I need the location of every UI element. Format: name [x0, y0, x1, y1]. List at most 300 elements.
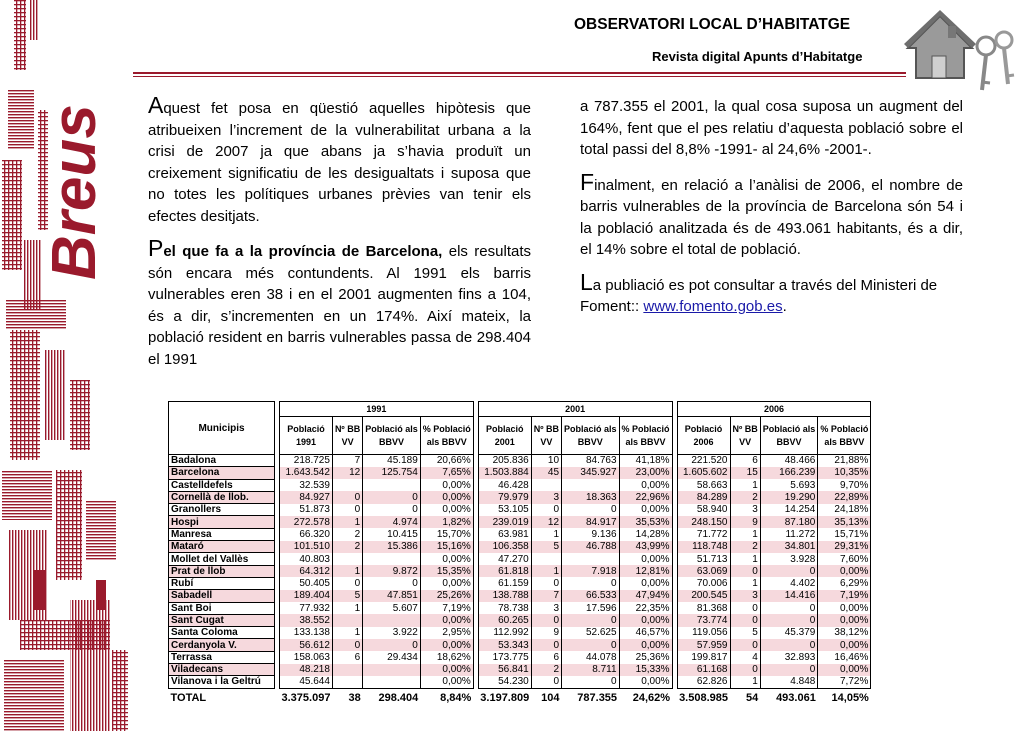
- table-cell: 106.358: [478, 541, 531, 553]
- table-cell: 84.927: [280, 491, 333, 503]
- table-cell: 0: [562, 504, 620, 516]
- total-cell: 298.404: [378, 691, 419, 704]
- table-cell: 1.605.602: [677, 467, 730, 479]
- table-cell: 71.772: [677, 528, 730, 540]
- municipality-name: Badalona: [169, 455, 275, 467]
- column-header-line: als BBVV: [426, 436, 467, 447]
- table-cell: 61.159: [478, 577, 531, 589]
- house-keys-icon: [900, 6, 1018, 98]
- column-header-line: Població: [684, 423, 723, 434]
- table-cell: 2: [531, 664, 561, 676]
- table-cell: 1: [730, 528, 760, 540]
- table-cell: 0,00%: [420, 676, 473, 688]
- table-cell: 54.230: [478, 676, 531, 688]
- table-cell: 0,00%: [420, 504, 473, 516]
- table-cell: 0,00%: [420, 614, 473, 626]
- column-header-line: BBVV: [776, 436, 802, 447]
- table-cell: [531, 553, 561, 565]
- table-cell: 0: [760, 602, 818, 614]
- table-row: [169, 541, 871, 553]
- table-cell: 4: [730, 651, 760, 663]
- table-cell: 41,18%: [619, 455, 672, 467]
- column-header-line: 2001: [494, 436, 515, 447]
- table-cell: 15,70%: [420, 528, 473, 540]
- table-cell: 22,35%: [619, 602, 672, 614]
- table-cell: [363, 553, 421, 565]
- table-cell: 58.940: [677, 504, 730, 516]
- table-cell: 61.818: [478, 565, 531, 577]
- municipality-name: Prat de llob: [169, 565, 275, 577]
- table-row: [169, 528, 871, 540]
- table-cell: 0: [730, 639, 760, 651]
- column-header-line: als BBVV: [625, 436, 666, 447]
- table-cell: 51.873: [280, 504, 333, 516]
- table-cell: 15,35%: [420, 565, 473, 577]
- total-cell: 3.197.809: [480, 691, 530, 704]
- table-cell: [332, 553, 362, 565]
- table-cell: 0: [531, 504, 561, 516]
- table-cell: 77.932: [280, 602, 333, 614]
- table-cell: 47.851: [363, 590, 421, 602]
- table-cell: [332, 614, 362, 626]
- table-cell: 3: [531, 491, 561, 503]
- column-header-line: % Població: [820, 423, 869, 434]
- table-cell: 1.503.884: [478, 467, 531, 479]
- table-cell: 1: [332, 602, 362, 614]
- municipis-header: Municipis: [169, 402, 275, 455]
- table-cell: 60.265: [478, 614, 531, 626]
- table-cell: 0: [760, 565, 818, 577]
- table-row: [169, 602, 871, 614]
- table-row: [169, 639, 871, 651]
- table-cell: 0: [730, 565, 760, 577]
- table-cell: 0: [531, 577, 561, 589]
- table-cell: 32.539: [280, 479, 333, 491]
- table-cell: 24,18%: [818, 504, 871, 516]
- paragraph-text: a 787.355 el 2001, la qual cosa suposa un augment del 164%, fent que el pes relatiu d’aquesta població sobre el total passi del 8,8% -1991- al 24,6% -2001-.: [580, 98, 963, 158]
- table-cell: 70.006: [677, 577, 730, 589]
- table-cell: [363, 614, 421, 626]
- table-cell: 35,13%: [818, 516, 871, 528]
- column-header-line: Població als: [365, 423, 418, 434]
- municipality-name: Santa Coloma: [169, 627, 275, 639]
- table-cell: 15.386: [363, 541, 421, 553]
- municipality-name: Sabadell: [169, 590, 275, 602]
- table-cell: 4.848: [760, 676, 818, 688]
- table-cell: 3: [730, 590, 760, 602]
- column-header: [332, 417, 362, 455]
- table-cell: 18,62%: [420, 651, 473, 663]
- table-cell: 3: [531, 602, 561, 614]
- table-cell: 0,00%: [619, 676, 672, 688]
- table-cell: 119.056: [677, 627, 730, 639]
- table-cell: 25,26%: [420, 590, 473, 602]
- table-cell: 1: [531, 565, 561, 577]
- table-cell: 1,82%: [420, 516, 473, 528]
- table-cell: 14,28%: [619, 528, 672, 540]
- table-cell: 10,35%: [818, 467, 871, 479]
- table-cell: 12,81%: [619, 565, 672, 577]
- table-cell: 14.416: [760, 590, 818, 602]
- total-cell: 3.508.985: [679, 691, 728, 704]
- table-cell: 25,36%: [619, 651, 672, 663]
- table-cell: 84.289: [677, 491, 730, 503]
- table-cell: 45.189: [363, 455, 421, 467]
- table-cell: 45: [531, 467, 561, 479]
- table-cell: 23,00%: [619, 467, 672, 479]
- table-cell: 48.218: [280, 664, 333, 676]
- paragraph: [580, 268, 963, 318]
- table-cell: [531, 479, 561, 491]
- table-cell: 0,00%: [619, 614, 672, 626]
- table-cell: 15,16%: [420, 541, 473, 553]
- table-cell: 8.711: [562, 664, 620, 676]
- table-cell: 3.928: [760, 553, 818, 565]
- column-header: [562, 417, 620, 455]
- table-cell: 345.927: [562, 467, 620, 479]
- left-text-column: [148, 92, 531, 382]
- column-header-line: Població: [485, 423, 524, 434]
- municipality-name: Sant Boi: [169, 602, 275, 614]
- table-cell: 22,96%: [619, 491, 672, 503]
- table-cell: 239.019: [478, 516, 531, 528]
- column-header-line: Població: [287, 423, 325, 434]
- table-cell: 87.180: [760, 516, 818, 528]
- header-title: OBSERVATORI LOCAL D’HABITATGE: [574, 16, 851, 33]
- drop-cap: A: [148, 92, 164, 118]
- table-row: [169, 553, 871, 565]
- table-row: [169, 467, 871, 479]
- table-cell: 2,95%: [420, 627, 473, 639]
- table-cell: 3.922: [363, 627, 421, 639]
- table-cell: 7,72%: [818, 676, 871, 688]
- table-cell: 1: [730, 577, 760, 589]
- table-cell: 84.763: [562, 455, 620, 467]
- table-cell: 62.826: [677, 676, 730, 688]
- year-header: 2006: [677, 402, 871, 417]
- header-subtitle: Revista digital Apunts d’Habitatge: [652, 49, 863, 64]
- table-cell: 12: [332, 467, 362, 479]
- table-cell: 1: [730, 553, 760, 565]
- table-cell: 4.974: [363, 516, 421, 528]
- table-cell: 78.738: [478, 602, 531, 614]
- table-cell: 0: [760, 664, 818, 676]
- table-cell: 0,00%: [619, 479, 672, 491]
- column-header: [280, 417, 333, 455]
- table-row: [169, 577, 871, 589]
- municipality-name: Sant Cugat: [169, 614, 275, 626]
- table-cell: 7,19%: [818, 590, 871, 602]
- table-cell: 173.775: [478, 651, 531, 663]
- table-cell: 22,89%: [818, 491, 871, 503]
- table-cell: 66.320: [280, 528, 333, 540]
- table-cell: 5: [332, 590, 362, 602]
- table-cell: 0: [531, 614, 561, 626]
- table-cell: 16,46%: [818, 651, 871, 663]
- right-text-column: [580, 96, 963, 330]
- total-cell: 3.375.097: [281, 691, 331, 704]
- table-cell: 1: [332, 565, 362, 577]
- table-cell: 0: [363, 639, 421, 651]
- table-cell: 44.078: [562, 651, 620, 663]
- table-cell: 7.918: [562, 565, 620, 577]
- column-header: [677, 417, 730, 455]
- table-cell: 0,00%: [818, 639, 871, 651]
- table-cell: 63.069: [677, 565, 730, 577]
- table-cell: 40.803: [280, 553, 333, 565]
- table-row: [169, 504, 871, 516]
- table-cell: 0,00%: [420, 479, 473, 491]
- total-cell: 14,05%: [831, 691, 869, 704]
- table-cell: 5: [730, 627, 760, 639]
- table-cell: 46.428: [478, 479, 531, 491]
- table-cell: [363, 664, 421, 676]
- table-cell: 0: [363, 577, 421, 589]
- municipality-name: Castelldefels: [169, 479, 275, 491]
- table-cell: 2: [730, 541, 760, 553]
- side-title: Breus: [40, 104, 109, 280]
- table-row: [169, 479, 871, 491]
- table-cell: 47.270: [478, 553, 531, 565]
- table-cell: 32.893: [760, 651, 818, 663]
- table-cell: 0: [760, 639, 818, 651]
- drop-cap: P: [148, 235, 164, 261]
- table-row: [169, 565, 871, 577]
- table-cell: 0,00%: [818, 565, 871, 577]
- column-header: [363, 417, 421, 455]
- table-cell: 35,53%: [619, 516, 672, 528]
- table-cell: 0: [562, 676, 620, 688]
- table-cell: 221.520: [677, 455, 730, 467]
- table-cell: 0: [730, 664, 760, 676]
- table-cell: 11.272: [760, 528, 818, 540]
- column-header: [531, 417, 561, 455]
- table-cell: 248.150: [677, 516, 730, 528]
- paragraph-text: inalment, en relació a l’anàlisi de 2006, el nombre de barris vulnerables de la província de Barcelona són 54 i la població analitzada és de 493.061 habitants, és a dir, el 14% sobre el total de població.: [580, 176, 963, 258]
- paragraph-text: els resultats són encara més contundents. Al 1991 els barris vulnerables eren 38 i en el 2001 augmenten fins a 104, és a dir, s’incrementen en un 174%. Així mateix, la població resident en barris vulnerables passa de 298.404 el 1991: [148, 243, 531, 368]
- total-cell: 38: [348, 691, 361, 704]
- table-cell: 56.612: [280, 639, 333, 651]
- table-cell: 7,60%: [818, 553, 871, 565]
- table-cell: 9: [730, 516, 760, 528]
- column-header: [730, 417, 760, 455]
- municipality-name: Mollet del Vallès: [169, 553, 275, 565]
- column-header-line: VV: [540, 436, 553, 447]
- column-header-line: 1991: [295, 436, 316, 447]
- table-cell: 6: [332, 651, 362, 663]
- table-row: [169, 651, 871, 663]
- table-cell: 0: [332, 491, 362, 503]
- municipality-name: Rubí: [169, 577, 275, 589]
- drop-cap: F: [580, 168, 595, 195]
- table-cell: 0,00%: [619, 639, 672, 651]
- table-cell: 0,00%: [818, 602, 871, 614]
- table-cell: 1: [730, 479, 760, 491]
- municipality-name: Barcelona: [169, 467, 275, 479]
- total-cell: 54: [746, 691, 759, 704]
- table-cell: 18.363: [562, 491, 620, 503]
- table-cell: 7: [332, 455, 362, 467]
- table-cell: 1.643.542: [280, 467, 333, 479]
- table-cell: 2: [332, 528, 362, 540]
- table-row: [169, 676, 871, 688]
- column-header: [619, 417, 672, 455]
- table-cell: 9.872: [363, 565, 421, 577]
- column-header-line: 2006: [693, 436, 714, 447]
- table-cell: 10: [531, 455, 561, 467]
- table-cell: 48.466: [760, 455, 818, 467]
- table-cell: 5.693: [760, 479, 818, 491]
- table-cell: 38.552: [280, 614, 333, 626]
- table-cell: 66.533: [562, 590, 620, 602]
- table-cell: [562, 553, 620, 565]
- table-cell: 6: [531, 651, 561, 663]
- table-cell: 7,19%: [420, 602, 473, 614]
- table-cell: 0: [562, 639, 620, 651]
- total-cell: 493.061: [776, 691, 816, 704]
- table-cell: 15,33%: [619, 664, 672, 676]
- table-cell: 58.663: [677, 479, 730, 491]
- year-header: 2001: [478, 402, 672, 417]
- table-cell: 47,94%: [619, 590, 672, 602]
- table-cell: 46,57%: [619, 627, 672, 639]
- column-header: [818, 417, 871, 455]
- paragraph: [148, 92, 531, 227]
- table-cell: 4.402: [760, 577, 818, 589]
- table-cell: 51.713: [677, 553, 730, 565]
- table-cell: 0: [332, 504, 362, 516]
- table-cell: 12: [531, 516, 561, 528]
- table-cell: 200.545: [677, 590, 730, 602]
- table-cell: 17.596: [562, 602, 620, 614]
- table-cell: [332, 676, 362, 688]
- table-cell: 3: [730, 504, 760, 516]
- table-cell: 272.578: [280, 516, 333, 528]
- municipality-name: Manresa: [169, 528, 275, 540]
- table-cell: 125.754: [363, 467, 421, 479]
- table-cell: 52.625: [562, 627, 620, 639]
- municipality-name: Viladecans: [169, 664, 275, 676]
- column-header-line: Nº BB: [334, 423, 361, 434]
- table-cell: 21,88%: [818, 455, 871, 467]
- table-cell: 45.644: [280, 676, 333, 688]
- table-cell: 7,65%: [420, 467, 473, 479]
- table-cell: 9.136: [562, 528, 620, 540]
- table-cell: 10.415: [363, 528, 421, 540]
- table-cell: 0,00%: [420, 577, 473, 589]
- table-cell: 5: [531, 541, 561, 553]
- table-cell: 0: [363, 491, 421, 503]
- table-cell: 0: [332, 639, 362, 651]
- column-header: [760, 417, 818, 455]
- column-header-line: VV: [341, 436, 354, 447]
- paragraph: [580, 96, 963, 161]
- table-cell: 0: [760, 614, 818, 626]
- table-cell: [332, 664, 362, 676]
- table-cell: 0: [531, 639, 561, 651]
- table-cell: [332, 479, 362, 491]
- table-cell: 189.404: [280, 590, 333, 602]
- drop-cap: L: [580, 268, 593, 295]
- column-header-line: BBVV: [378, 436, 404, 447]
- paragraph-text: a publiació es pot consultar a través del Ministeri de Foment::: [580, 276, 938, 315]
- table-cell: 218.725: [280, 455, 333, 467]
- table-cell: 0,00%: [420, 639, 473, 651]
- paragraph-text: quest fet posa en qüestió aquelles hipòtesis que atribueixen l’increment de la vulnerabilitat urbana a la crisi de 2007 ja que abans ja s’havia produït un creixement significatiu de les desigualtats i suposa que no totes les polítiques urbanes prèvies van tenir els efectes desitjats.: [148, 100, 531, 225]
- table-cell: 29,31%: [818, 541, 871, 553]
- table-cell: 61.168: [677, 664, 730, 676]
- table-cell: 53.343: [478, 639, 531, 651]
- column-header-line: Població als: [564, 423, 617, 434]
- column-header-line: % Població: [422, 423, 471, 434]
- table-cell: 50.405: [280, 577, 333, 589]
- column-header-line: % Població: [621, 423, 670, 434]
- table-cell: 73.774: [677, 614, 730, 626]
- table-cell: 101.510: [280, 541, 333, 553]
- table-cell: 118.748: [677, 541, 730, 553]
- table-cell: 19.290: [760, 491, 818, 503]
- paragraph-end: .: [782, 298, 787, 315]
- table-year-header-row: [169, 402, 871, 417]
- paragraph-bold-text: el que fa a la província de Barcelona,: [163, 243, 443, 260]
- table-cell: 1: [531, 528, 561, 540]
- column-header-line: Nº BB: [732, 423, 758, 434]
- table-cell: 133.138: [280, 627, 333, 639]
- table-cell: 34.801: [760, 541, 818, 553]
- table-cell: 9: [531, 627, 561, 639]
- paragraph: [580, 168, 963, 261]
- municipality-name: Granollers: [169, 504, 275, 516]
- table-cell: 43,99%: [619, 541, 672, 553]
- table-cell: 57.959: [677, 639, 730, 651]
- table-cell: 0,00%: [818, 614, 871, 626]
- table-cell: 0,00%: [619, 577, 672, 589]
- header-divider: [133, 72, 906, 74]
- table-cell: 6: [730, 455, 760, 467]
- table-cell: 0: [531, 676, 561, 688]
- table-cell: 38,12%: [818, 627, 871, 639]
- paragraph: [148, 235, 531, 370]
- table-cell: 0,00%: [619, 504, 672, 516]
- table-cell: 138.788: [478, 590, 531, 602]
- table-row: [169, 664, 871, 676]
- table-cell: 63.981: [478, 528, 531, 540]
- table-row: [169, 614, 871, 626]
- table-row: [169, 455, 871, 467]
- table-cell: 0: [363, 504, 421, 516]
- table-cell: 112.992: [478, 627, 531, 639]
- table-cell: 9,70%: [818, 479, 871, 491]
- table-cell: 199.817: [677, 651, 730, 663]
- table-cell: 81.368: [677, 602, 730, 614]
- table-cell: 14.254: [760, 504, 818, 516]
- column-header-line: BBVV: [577, 436, 603, 447]
- table-cell: 1: [332, 516, 362, 528]
- municipality-name: Terrassa: [169, 651, 275, 663]
- table-cell: 6,29%: [818, 577, 871, 589]
- municipality-name: Cerdanyola V.: [169, 639, 275, 651]
- column-header-line: als BBVV: [824, 436, 865, 447]
- table-cell: 79.979: [478, 491, 531, 503]
- table-cell: 158.063: [280, 651, 333, 663]
- table-cell: 1: [730, 676, 760, 688]
- municipality-name: Hospi: [169, 516, 275, 528]
- table-cell: 0: [562, 614, 620, 626]
- table-cell: 205.836: [478, 455, 531, 467]
- table-cell: 0,00%: [420, 491, 473, 503]
- fomento-link[interactable]: www.fomento.gob.es: [643, 298, 783, 315]
- total-cell: 8,84%: [440, 691, 472, 704]
